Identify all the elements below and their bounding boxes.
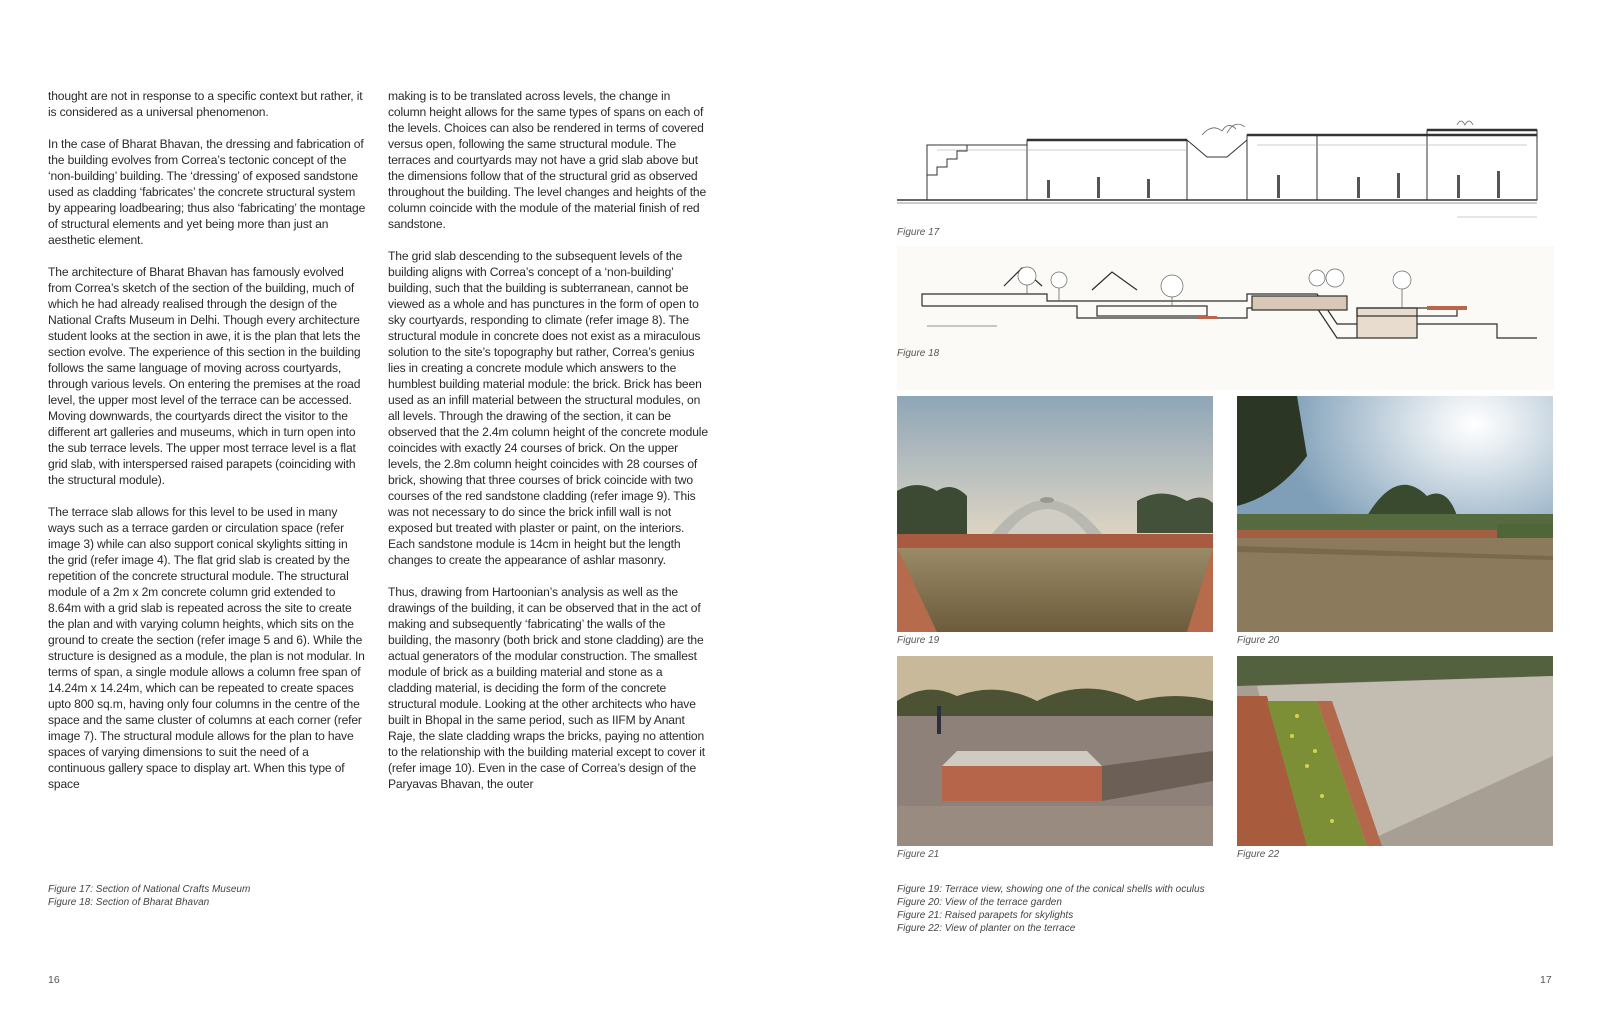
paragraph: The grid slab descending to the subsequent levels of the building aligns with Correa’s concept of a ‘non-building’ building, such that the building is subterranean, cannot be viewed as a whole and has punctures in the form of open to sky courtyards, responding to climate (refer image 8). The structural module in concrete does not exist as a miraculous solution to the site’s topography but rather, Correa’s genius lies in creating a concrete module which answers to the humblest building material module: the brick. Brick has been used as an infill material between the structural modules, on all levels. Through the drawing of the section, it can be observed that the 2.4m column height of the concrete module coincides with exactly 24 courses of brick. On the upper levels, the 2.8m column height coincides with 28 courses of brick, showing that three courses of brick coincide with two courses of the red sandstone cladding (refer image 9). This was not necessary to do since the brick infill wall is not exposed but treated with plaster or paint, on the interiors. Each sandstone module is 14cm in height but the length changes to create the appearance of ashlar masonry.	[388, 249, 708, 567]
figure-captions-right	[897, 883, 1205, 935]
caption: Figure 18: Section of Bharat Bhavan	[48, 897, 210, 908]
paragraph: Thus, drawing from Hartoonian’s analysis as well as the drawings of the building, it can be observed that in the act of making and subsequently ‘fabricating’ the walls of the building, the masonry (both brick and stone cladding) are the actual generators of the modular construction. The smallest module of brick as a building material and stone as a cladding material, is deciding the form of the concrete structural module. Looking at the other architects who have built in Bhopal in the same period, such as IIFM by Anant Raje, the slate cladding wraps the bricks, paying no attention to the relationship with the building material except to cover it (refer image 10). Even in the case of Correa’s design of the Paryavas Bhavan, the outer	[388, 585, 705, 791]
page-number-right: 17	[1540, 974, 1552, 986]
figure-20-label: Figure 20	[1237, 635, 1280, 646]
figure-21-label: Figure 21	[897, 849, 940, 860]
figure-22-label: Figure 22	[1237, 849, 1280, 860]
figure-21-photo	[897, 656, 1213, 846]
caption: Figure 19: Terrace view, showing one of the conical shells with oculus	[897, 884, 1205, 895]
text-column-left	[48, 88, 366, 792]
figure-18-label: Figure 18	[897, 348, 940, 359]
figure-18-section-drawing	[897, 246, 1554, 390]
paragraph: In the case of Bharat Bhavan, the dressing and fabrication of the building evolves from Correa’s tectonic concept of the ‘non-building’ building. The ‘dressing’ of exposed sandstone used as cladding ‘fabricates’ the concrete structural system by appearing loadbearing; thus also ‘fabricating’ the montage of structural elements and yet being more than just an aesthetic element.	[48, 137, 366, 247]
paragraph: thought are not in response to a specific context but rather, it is considered as a universal phenomenon.	[48, 89, 363, 119]
figure-captions-left	[48, 883, 250, 909]
page-number-left: 16	[48, 974, 60, 986]
caption: Figure 21: Raised parapets for skylights	[897, 910, 1074, 921]
paragraph: The terrace slab allows for this level to be used in many ways such as a terrace garden or circulation space (refer image 3) while can also support conical skylights sitting in the grid (refer image 4). The flat grid slab is created by the repetition of the concrete structural module. The structural module of a 2m x 2m concrete column grid extended to 8.64m with a grid slab is repeated across the site to create the plan and with varying column heights, which sits on the ground to create the section (refer image 5 and 6). While the structure is designed as a module, the plan is not modular. In terms of span, a single module allows a column free span of 14.24m x 14.24m, which can be repeated to create spaces upto 800 sq.m, having only four columns in the centre of the space and the same cluster of columns at each corner (refer image 7). The structural module allows for the plan to have spaces of varying dimensions to suit the need of a continuous gallery space to display art. When this type of space	[48, 505, 365, 791]
figure-17-label: Figure 17	[897, 227, 940, 238]
figure-17-section-drawing	[897, 105, 1554, 225]
caption: Figure 22: View of planter on the terrace	[897, 923, 1076, 934]
figure-19-label: Figure 19	[897, 635, 940, 646]
paragraph: making is to be translated across levels, the change in column height allows for the same types of spans on each of the levels. Choices can also be rendered in terms of covered versus open, following the same structural module. The terraces and courtyards may not have a grid slab above but the dimensions follow that of the structural grid as observed throughout the building. The level changes and heights of the column coincide with the module of the material finish of red sandstone.	[388, 89, 707, 231]
paragraph: The architecture of Bharat Bhavan has famously evolved from Correa’s sketch of the section of the building, much of which he had already realised through the design of the National Crafts Museum in Delhi. Though every architecture student looks at the section in awe, it is the plan that lets the section evolve. The experience of this section in the building follows the same language of moving across courtyards, through various levels. On entering the premises at the road level, the upper most level of the terrace can be accessed. Moving downwards, the courtyards direct the visitor to the different art galleries and museums, which in turn open into the sub terrace levels. The upper most terrace level is a flat grid slab, with interspersed raised parapets (coinciding with the structural module).	[48, 265, 361, 487]
figure-22-photo	[1237, 656, 1553, 846]
figure-20-photo	[1237, 396, 1553, 632]
figure-19-photo	[897, 396, 1213, 632]
caption: Figure 17: Section of National Crafts Museum	[48, 884, 251, 895]
caption: Figure 20: View of the terrace garden	[897, 897, 1062, 908]
text-column-right	[388, 88, 708, 792]
